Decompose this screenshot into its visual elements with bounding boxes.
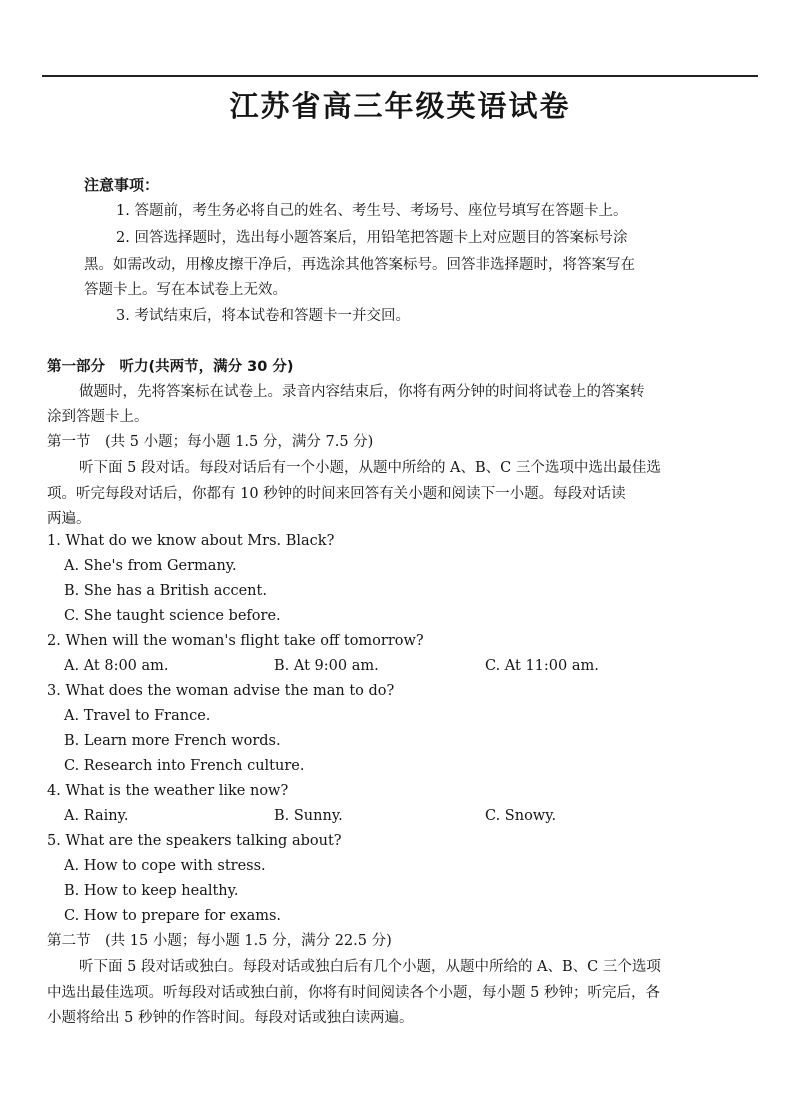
question-5-option-b: B. How to keep healthy. (64, 883, 239, 899)
section2-instructions-3: 小题将给出 5 秒钟的作答时间。每段对话或独白读两遍。 (47, 1010, 414, 1026)
question-1-option-b: B. She has a British accent. (64, 583, 267, 599)
question-3-stem: 3. What does the woman advise the man to do? (47, 683, 395, 699)
section2-heading: 第二节 (共 15 小题；每小题 1.5 分，满分 22.5 分) (47, 933, 392, 949)
section2-instructions-2: 中选出最佳选项。听每段对话或独白前，你将有时间阅读各个小题，每小题 5 秒钟；听完后，各 (47, 985, 660, 1001)
notice-heading: 注意事项： (84, 176, 160, 194)
question-5-stem: 5. What are the speakers talking about? (47, 833, 342, 849)
notice-line-5: 3. 考试结束后，将本试卷和答题卡一并交回。 (116, 308, 410, 324)
question-2-stem: 2. When will the woman's flight take off tomorrow? (47, 633, 424, 649)
question-3-option-c: C. Research into French culture. (64, 758, 305, 774)
notice-line-2: 2. 回答选择题时，选出每小题答案后，用铅笔把答题卡上对应题目的答案标号涂 (116, 230, 628, 246)
section1-heading: 第一节 (共 5 小题；每小题 1.5 分，满分 7.5 分) (47, 434, 374, 450)
exam-title: 江苏省高三年级英语试卷 (229, 89, 571, 123)
question-2-option-b: B. At 9:00 am. (274, 658, 379, 674)
question-2-option-c: C. At 11:00 am. (485, 658, 599, 674)
question-2-option-a: A. At 8:00 am. (64, 658, 169, 674)
question-1-stem: 1. What do we know about Mrs. Black? (47, 533, 335, 549)
section1-instructions-2: 项。听完每段对话后，你都有 10 秒钟的时间来回答有关小题和阅读下一小题。每段对话读 (47, 486, 626, 502)
notice-line-3: 黑。如需改动，用橡皮擦干净后，再选涂其他答案标号。回答非选择题时，将答案写在 (84, 257, 635, 273)
question-5-option-c: C. How to prepare for exams. (64, 908, 282, 924)
question-1-option-c: C. She taught science before. (64, 608, 281, 624)
question-1-option-a: A. She's from Germany. (64, 558, 237, 574)
question-4-option-c: C. Snowy. (485, 808, 557, 824)
notice-line-4: 答题卡上。写在本试卷上无效。 (84, 282, 287, 298)
question-3-option-b: B. Learn more French words. (64, 733, 281, 749)
question-4-option-a: A. Rainy. (64, 808, 129, 824)
question-4-option-b: B. Sunny. (274, 808, 343, 824)
question-3-option-a: A. Travel to France. (64, 708, 211, 724)
part1-heading: 第一部分 听力(共两节，满分 30 分) (47, 359, 294, 375)
part1-intro-line-1: 做题时，先将答案标在试卷上。录音内容结束后，你将有两分钟的时间将试卷上的答案转 (79, 384, 645, 400)
section1-instructions-1: 听下面 5 段对话。每段对话后有一个小题，从题中所给的 A、B、C 三个选项中选出最佳选 (79, 460, 661, 476)
question-5-option-a: A. How to cope with stress. (64, 858, 266, 874)
part1-intro-line-2: 涂到答题卡上。 (47, 409, 149, 425)
question-4-stem: 4. What is the weather like now? (47, 783, 289, 799)
section1-instructions-3: 两遍。 (47, 511, 91, 527)
section2-instructions-1: 听下面 5 段对话或独白。每段对话或独白后有几个小题，从题中所给的 A、B、C 三个选项 (79, 959, 661, 975)
notice-line-1: 1. 答题前，考生务必将自己的姓名、考生号、考场号、座位号填写在答题卡上。 (116, 203, 628, 219)
top-rule-divider (42, 75, 758, 77)
